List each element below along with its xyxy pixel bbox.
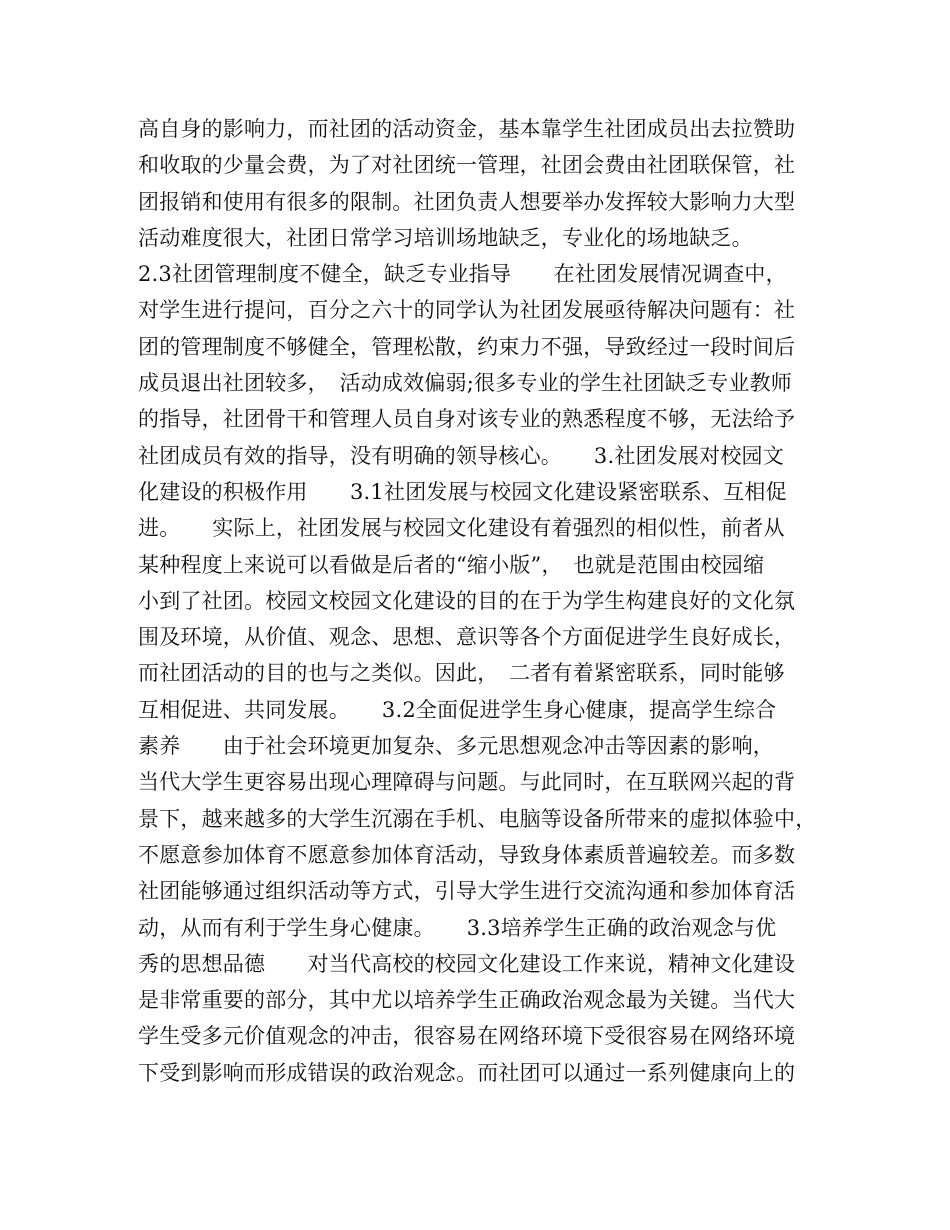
text-line: 活动难度很大，社团日常学习培训场地缺乏，专业化的场地缺乏。 — [138, 225, 753, 250]
text-line: 围及环境，从价值、观念、思想、意识等各个方面促进学生良好成长， — [138, 625, 796, 650]
text-line: 的指导，社团骨干和管理人员自身对该专业的熟悉程度不够，无法给予 — [138, 407, 796, 432]
text-line: 和收取的少量会费，为了对社团统一管理，社团会费由社团联保管，社 — [138, 153, 796, 178]
text-line: 秀的思想品德 对当代高校的校园文化建设工作来说，精神文化建设 — [138, 951, 796, 976]
text-line: 团报销和使用有很多的限制。社团负责人想要举办发挥较大影响力大型 — [138, 189, 796, 214]
text-line: 团的管理制度不够健全，管理松散，约束力不强，导致经过一段时间后 — [138, 334, 796, 359]
text-line: 不愿意参加体育不愿意参加体育活动，导致身体素质普遍较差。而多数 — [138, 842, 796, 867]
text-line: 高自身的影响力，而社团的活动资金，基本靠学生社团成员出去拉赞助 — [138, 117, 796, 141]
text-line: 成员退出社团较多， 活动成效偏弱;很多专业的学生社团缺乏专业教师 — [138, 371, 792, 396]
text-line: 学生受多元价值观念的冲击，很容易在网络环境下受很容易在网络环境 — [138, 1024, 796, 1049]
text-line: 对学生进行提问，百分之六十的同学认为社团发展亟待解决问题有：社 — [138, 298, 796, 323]
text-line: 某种程度上来说可以看做是后者的“缩小版”， 也就是范围由校园缩 — [138, 552, 765, 577]
text-line: 是非常重要的部分，其中尤以培养学生正确政治观念最为关键。当代大 — [138, 988, 796, 1013]
text-line: 而社团活动的目的也与之类似。因此， 二者有着紧密联系，同时能够 — [138, 661, 785, 686]
text-line: 当代大学生更容易出现心理障碍与问题。与此同时，在互联网兴起的背 — [138, 770, 796, 795]
text-line: 化建设的积极作用 3.1社团发展与校园文化建设紧密联系、互相促 — [138, 479, 787, 504]
text-line: 社团能够通过组织活动等方式，引导大学生进行交流沟通和参加体育活 — [138, 879, 796, 904]
text-line: 进。 实际上，社团发展与校园文化建设有着强烈的相似性，前者从 — [138, 516, 785, 541]
body-text — [138, 111, 828, 1091]
text-line: 互相促进、共同发展。 3.2全面促进学生身心健康，提高学生综合 — [138, 697, 777, 722]
text-line: 社团成员有效的指导，没有明确的领导核心。 3.社团发展对校园文 — [138, 443, 784, 468]
text-line: 动，从而有利于学生身心健康。 3.3培养学生正确的政治观念与优 — [138, 915, 777, 940]
text-line: 2.3社团管理制度不健全，缺乏专业指导 在社团发展情况调查中， — [138, 262, 787, 287]
text-line: 景下，越来越多的大学生沉溺在手机、电脑等设备所带来的虚拟体验中， — [138, 806, 817, 831]
text-line: 下受到影响而形成错误的政治观念。而社团可以通过一系列健康向上的 — [138, 1060, 796, 1085]
text-line: 素养 由于社会环境更加复杂、多元思想观念冲击等因素的影响， — [138, 734, 774, 759]
text-line: 小到了社团。校园文校园文化建设的目的在于为学生构建良好的文化氛 — [138, 588, 796, 613]
